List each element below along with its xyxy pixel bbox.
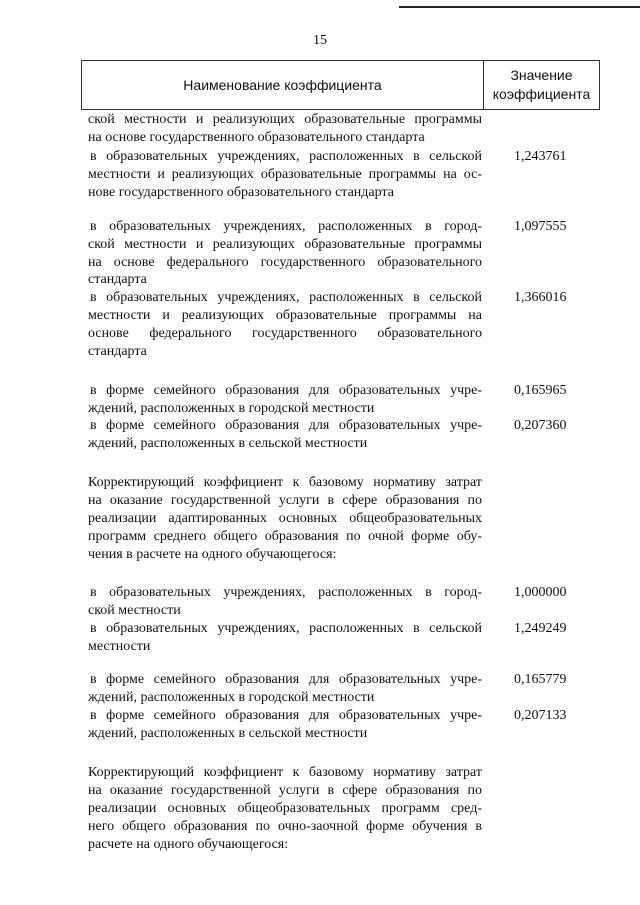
text-line: в образовательных учреждениях, расположенных в город- [90,585,482,600]
text-line: ской местности [88,603,181,618]
text-line: в форме семейного образования для образовательных учре- [90,383,482,398]
text-line: в форме семейного образования для образовательных учре- [90,672,482,687]
coefficient-value: 1,243761 [514,149,567,164]
text-line: стандарта [88,272,147,287]
coefficient-value: 0,165779 [514,672,567,687]
text-line: чения в расчете на одного обучающегося: [88,547,337,562]
text-line: него общего образования по очно-заочной форме обучения в [88,819,482,834]
text-line: в образовательных учреждениях, расположенных в город- [90,219,482,234]
column-header-value-line1: Значение [510,67,573,83]
text-line: реализации адаптированных основных общеобразовательных [88,511,482,526]
text-line: ждений, расположенных в сельской местности [88,726,368,741]
column-header-value-line2: коэффициента [492,86,591,102]
text-line: ской местности и реализующих образовательные программы [88,237,482,252]
coefficient-value: 1,249249 [514,621,567,636]
text-line: местности и реализующих образовательные программы на [88,308,482,323]
coefficient-value: 0,165965 [514,383,567,398]
text-line: ской местности и реализующих образовательные программы [88,112,482,127]
text-line: в образовательных учреждениях, расположенных в сельской [90,149,482,164]
text-line: в форме семейного образования для образовательных учре- [90,708,482,723]
text-line: ждений, расположенных в городской местности [88,690,375,705]
coefficient-value: 1,000000 [514,585,567,600]
text-line: на основе государственного образовательного стандарта [88,130,425,145]
text-line: расчете на одного обучающегося: [88,837,289,852]
text-line: программ среднего общего образования по очной форме обу- [88,529,482,544]
text-line: реализации основных общеобразовательных программ сред- [88,801,482,816]
text-line: Корректирующий коэффициент к базовому нормативу затрат [88,475,482,490]
text-line: на основе федерального государственного образовательного [88,255,482,270]
column-header-name: Наименование коэффициента [183,77,382,93]
text-line: ждений, расположенных в сельской местности [88,436,368,451]
text-line: на оказание государственной услуги в сфере образования по [88,783,482,798]
text-line: местности и реализующих образовательные программы на ос- [88,167,482,182]
text-line: основе федерального государственного образовательного [88,326,482,341]
text-line: на оказание государственной услуги в сфере образования по [88,493,482,508]
text-line: в образовательных учреждениях, расположенных в сельской [90,621,482,636]
text-line: нове государственного образовательного стандарта [88,185,394,200]
coefficient-value: 0,207133 [514,708,567,723]
coefficient-value: 1,097555 [514,219,567,234]
text-line: в форме семейного образования для образовательных учре- [90,418,482,433]
text-line: местности [88,639,151,654]
text-line: Корректирующий коэффициент к базовому нормативу затрат [88,765,482,780]
coefficient-value: 1,366016 [514,290,567,305]
text-line: ждений, расположенных в городской местности [88,401,375,416]
text-line: стандарта [88,344,147,359]
coefficient-value: 0,207360 [514,418,567,433]
text-line: в образовательных учреждениях, расположенных в сельской [90,290,482,305]
page-number: 15 [313,33,327,48]
